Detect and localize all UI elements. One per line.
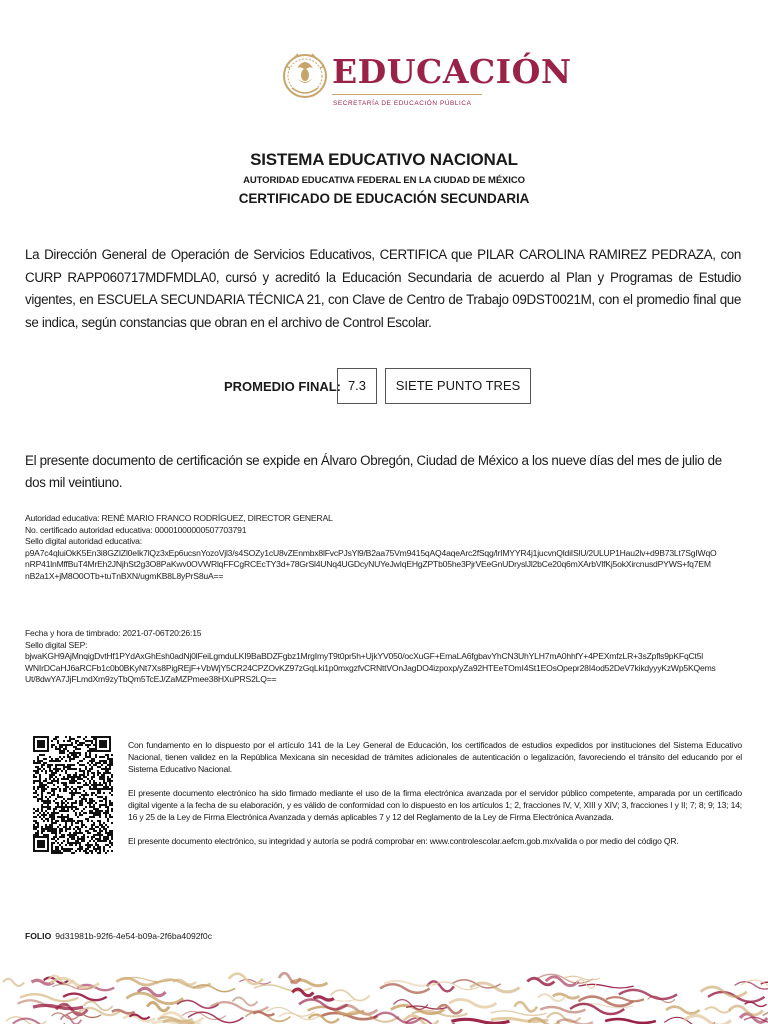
authority-line: Autoridad educativa: RENÉ MARIO FRANCO RODRÍGUEZ, DIRECTOR GENERAL [25,513,333,523]
folio-row [25,931,212,941]
final-grade-value: 7.3 [337,368,377,404]
final-grade-label: PROMEDIO FINAL: [224,379,341,394]
title-block [0,150,768,206]
final-grade-row [0,368,768,404]
system-title: SISTEMA EDUCATIVO NACIONAL [250,150,518,169]
legal-paragraph-3: El presente documento electrónico, su integridad y autoría se podrá comprobar en: www.controlescolar.aefcm.gob.mx/valida o por medio del código QR. [128,836,679,846]
timbrado-block [25,628,745,686]
qr-code-icon[interactable] [33,736,113,854]
seal-line: Ut/8dwYA7JjFLmdXm9zyTbQm5TcEJ/ZaMZPmee38HXuPRS2LQ== [25,674,277,684]
legal-paragraph-2: El presente documento electrónico ha sido firmado mediante el uso de la firma electrónica avanzada por el servidor público competente, amparada por un certificado digital vigente a la fecha de su elaboración, y es válido de conformidad con lo dispuesto en los artículos 1; 2, fracciones IV, V, XIII y XIV; 3, fracciones I y II; 7; 8; 9; 13; 14; 16 y 25 de la Ley de Firma Electrónica Avanzada y demás aplicables 7 y 12 del Reglamento de la Ley de Firma Electrónica Avanzada. [128,788,742,822]
legal-paragraph-1: Con fundamento en lo dispuesto por el artículo 141 de la Ley General de Educación, los certificados de estudios expedidos por instituciones del Sistema Educativo Nacional, tienen validez en la República Mexicana sin necesidad de trámites adicionales de autenticación o legalización, favoreciendo el tránsito del educando por el Sistema Educativo Nacional. [128,740,742,774]
logo-wordmark: EDUCACIÓN [332,52,572,91]
legal-text [128,739,742,859]
seal-line: bjwaKGH9AjMnqigDvtHf1PYdAxGhEsh0adNj0lFeiLgmduLKI9BaBDZFgbz1MrgImyT9t0pr5h+UjkYV050/ocXuGF+EmaLA6fgbavYhCN3UhYLH7mA0hhfY+4PEXmfzLR+3sZpfls9pKFqCt5l [25,651,704,661]
final-grade-words: SIETE PUNTO TRES [385,368,531,404]
issuance-paragraph: El presente documento de certificación se expide en Álvaro Obregón, Ciudad de México a los nueve días del mes de julio de dos mil veintiuno. [25,453,722,490]
certificate-number: No. certificado autoridad educativa: 00001000000507703791 [25,524,247,535]
logo-divider [332,94,482,95]
sep-logo [282,44,572,116]
qr-code-area [25,732,120,872]
sep-seal-label: Sello digital SEP: [25,639,88,650]
seal-line: WNIrDCaHJ6aRCFb1c0b0BKyNt7Xs8PigREjF+VbWjY5CR24CPZOvKZ97zGqLki1p0mxgzfvCRNttVOnJagDO4izpoxp/yZa92HTEeTOmI4St1EOsOpepr28I4od52DeV7kikdyyyKzWp5KQems [25,662,716,673]
authority-title: AUTORIDAD EDUCATIVA FEDERAL EN LA CIUDAD DE MÉXICO [243,175,525,186]
timestamp: Fecha y hora de timbrado: 2021-07-06T20:26:15 [25,628,202,638]
folio-value: 9d31981b-92f6-4e54-b09a-2f6ba4092f0c [55,931,212,941]
national-seal-icon [282,46,328,110]
seal-line: nRP41lnMffBuT4MrEh2JNjhSt2g3O8PaKwv0OVWRlqFFCgRCEcTY3d+78GrSl4UNq4UGDcyNUYeJwIqEHgZPTb05he3PjrVEeGnUDryslJl2bCe20q6mXArbVlfKj5okXircnusdPYWS+fq7EM [25,559,711,569]
seal-line: p9A7c4qluiOkK5En3i8GZIZl0eIk7lQz3xEp6ucsnYozoVjl3/s4SOZy1cU8vZEnmbx8lFvcPJsYl9/B2aa75Vm9415qAQ4aqeArc2fSqg/lrIMYYR4j1jucvnQldiISlU/2ULUP1Hau2lv+d9B73Lt7SgIWqO [25,547,717,558]
authority-block [25,513,745,582]
seal-line: nB2a1X+jM8O0OTb+tuTnBXN/ugmKB8L8yPrS8uA== [25,570,224,581]
folio-label: FOLIO [25,931,52,941]
certificate-title: CERTIFICADO DE EDUCACIÓN SECUNDARIA [238,191,530,206]
sep-digital-seal [25,651,745,686]
seal-label: Sello digital autoridad educativa: [25,536,142,546]
decorative-footer-pattern [0,972,768,1024]
logo-subtitle: SECRETARÍA DE EDUCACIÓN PÚBLICA [333,100,472,107]
authority-digital-seal [25,548,745,583]
certification-paragraph: La Dirección General de Operación de Servicios Educativos, CERTIFICA que PILAR CAROLINA RAMIREZ PEDRAZA, con CURP RAPP060717MDFMDLA0, cursó y acreditó la Educación Secundaria de acuerdo al Plan y Programas de Estudio vigentes, en ESCUELA SECUNDARIA TÉCNICA 21, con Clave de Centro de Trabajo 09DST0021M, con el promedio final que se indica, según constancias que obran en el archivo de Control Escolar. [25,247,741,330]
